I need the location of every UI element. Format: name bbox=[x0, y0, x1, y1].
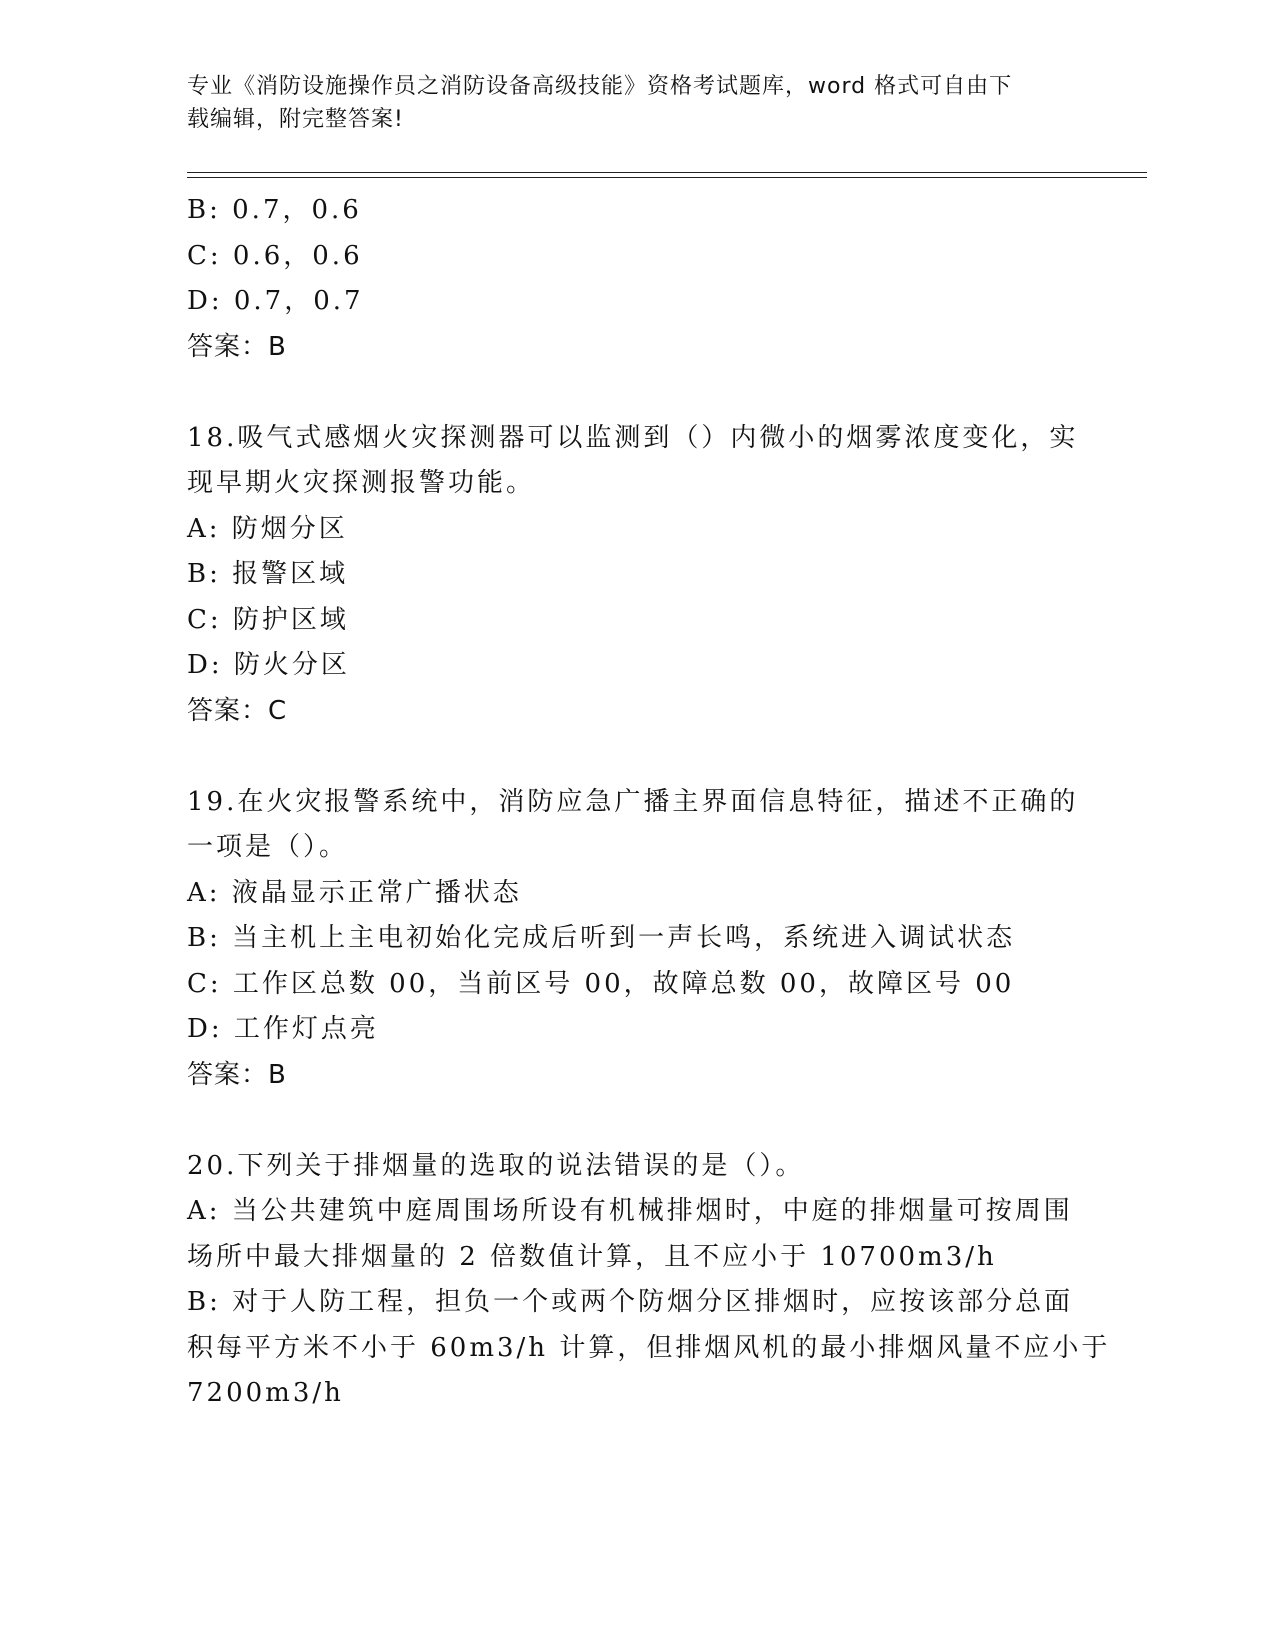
q20-question-line-1: 20.下列关于排烟量的选取的说法错误的是（）。 bbox=[187, 1150, 805, 1181]
q20-option-a-line-2: 场所中最大排烟量的 2 倍数值计算，且不应小于 10700m3/h bbox=[187, 1241, 997, 1272]
document-header bbox=[187, 70, 1067, 136]
q18-option-a: A: 防烟分区 bbox=[187, 513, 348, 544]
q18-option-b: B: 报警区域 bbox=[187, 559, 349, 589]
q17-option-c: C: 0.6，0.6 bbox=[187, 240, 363, 271]
q19-option-b: B: 当主机上主电初始化完成后听到一声长鸣，系统进入调试状态 bbox=[187, 923, 1016, 953]
q20-option-b-line-2: 积每平方米不小于 60m3/h 计算，但排烟风机的最小排烟风量不应小于 bbox=[187, 1332, 1111, 1363]
header-rule-bottom bbox=[187, 177, 1147, 178]
q20-option-b-line-1: B: 对于人防工程，担负一个或两个防烟分区排烟时，应按该部分总面 bbox=[187, 1287, 1074, 1317]
q19-option-d: D: 工作灯点亮 bbox=[187, 1014, 379, 1044]
q17-option-d: D: 0.7，0.7 bbox=[187, 286, 364, 316]
q18-option-d: D: 防火分区 bbox=[187, 650, 350, 680]
question-18 bbox=[187, 416, 1087, 735]
header-line-2: 载编辑，附完整答案! bbox=[187, 107, 404, 132]
question-19 bbox=[187, 780, 1087, 1099]
question-content bbox=[187, 188, 1111, 1417]
spacer bbox=[187, 370, 1087, 416]
question-20 bbox=[187, 1144, 1111, 1417]
q20-option-a-line-1: A: 当公共建筑中庭周围场所设有机械排烟时，中庭的排烟量可按周围 bbox=[187, 1196, 1073, 1226]
q18-option-c: C: 防护区域 bbox=[187, 604, 349, 635]
q18-answer: 答案：C bbox=[187, 695, 288, 726]
q19-answer: 答案：B bbox=[187, 1059, 287, 1090]
q20-option-b-line-3: 7200m3/h bbox=[187, 1378, 344, 1408]
header-rule-top bbox=[187, 172, 1147, 173]
q19-question-line-2: 一项是（）。 bbox=[187, 832, 349, 862]
q17-answer: 答案：B bbox=[187, 331, 287, 362]
header-line-1: 专业《消防设施操作员之消防设备高级技能》资格考试题库，word 格式可自由下 bbox=[187, 74, 1013, 99]
spacer bbox=[187, 1098, 1087, 1144]
q19-option-c: C: 工作区总数 00，当前区号 00，故障总数 00，故障区号 00 bbox=[187, 968, 1015, 999]
q18-question-line-1: 18.吸气式感烟火灾探测器可以监测到（）内微小的烟雾浓度变化，实 bbox=[187, 422, 1079, 453]
spacer bbox=[187, 734, 1087, 780]
q19-question-line-1: 19.在火灾报警系统中，消防应急广播主界面信息特征，描述不正确的 bbox=[187, 786, 1079, 817]
q17-option-b: B: 0.7，0.6 bbox=[187, 195, 362, 225]
question-17 bbox=[187, 188, 1087, 370]
q19-option-a: A: 液晶显示正常广播状态 bbox=[187, 877, 522, 908]
q18-question-line-2: 现早期火灾探测报警功能。 bbox=[187, 468, 536, 498]
